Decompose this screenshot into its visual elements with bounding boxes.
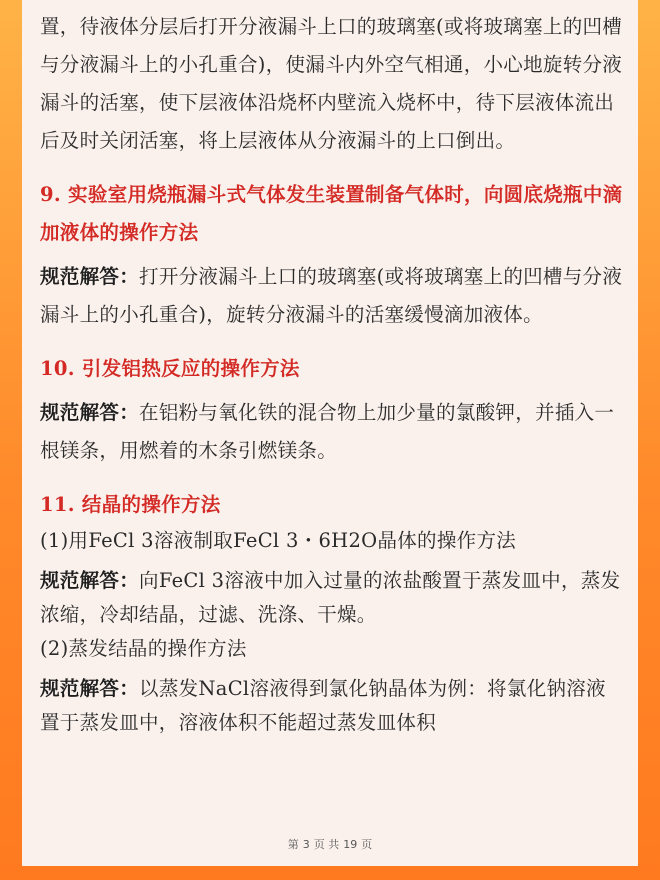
page-footer (0, 836, 660, 852)
answer-text: 打开分液漏斗上口的玻璃塞(或将玻璃塞上的凹槽与分液漏斗上的小孔重合)，旋转分液漏斗的活塞缓慢滴加液体。 (40, 265, 623, 326)
answer-text: 以蒸发NaCl溶液得到氯化钠晶体为例：将氯化钠溶液置于蒸发皿中，溶液体积不能超过蒸发皿体积 (40, 677, 606, 734)
document-page (22, 0, 638, 866)
footer-suffix: 页 (361, 838, 373, 851)
heading-item-9: 9. 实验室用烧瓶漏斗式气体发生装置制备气体时，向圆底烧瓶中滴加液体的操作方法 (40, 183, 623, 244)
answer-label: 规范解答： (40, 569, 140, 592)
answer-label: 规范解答： (40, 401, 140, 424)
answer-item-9 (40, 258, 624, 334)
answer-item-11-2 (40, 672, 624, 740)
heading-item-10: 10. 引发铝热反应的操作方法 (40, 357, 300, 380)
footer-prefix: 第 (287, 838, 299, 851)
answer-item-10 (40, 394, 624, 470)
subheading-11-1: (1)用FeCl 3溶液制取FeCl 3・6H2O晶体的操作方法 (40, 529, 517, 552)
heading-item-11: 11. 结晶的操作方法 (40, 493, 221, 516)
answer-text: 向FeCl 3溶液中加入过量的浓盐酸置于蒸发皿中，蒸发浓缩，冷却结晶，过滤、洗涤、干燥。 (40, 569, 621, 626)
footer-page-number: 3 (302, 838, 310, 851)
answer-item-11-1 (40, 564, 624, 632)
footer-total-pages: 19 (343, 838, 358, 851)
answer-label: 规范解答： (40, 677, 140, 700)
answer-text: 在铝粉与氧化铁的混合物上加少量的氯酸钾，并插入一根镁条，用燃着的木条引燃镁条。 (40, 401, 615, 462)
paragraph-continuation: 置，待液体分层后打开分液漏斗上口的玻璃塞(或将玻璃塞上的凹槽与分液漏斗上的小孔重合)，使漏斗内外空气相通，小心地旋转分液漏斗的活塞，使下层液体沿烧杯内壁流入烧杯中，待下层液体流出后及时关闭活塞，将上层液体从分液漏斗的上口倒出。 (40, 15, 623, 152)
subheading-11-2: (2)蒸发结晶的操作方法 (40, 637, 247, 660)
answer-label: 规范解答： (40, 265, 140, 288)
footer-mid: 页 共 (313, 838, 340, 851)
